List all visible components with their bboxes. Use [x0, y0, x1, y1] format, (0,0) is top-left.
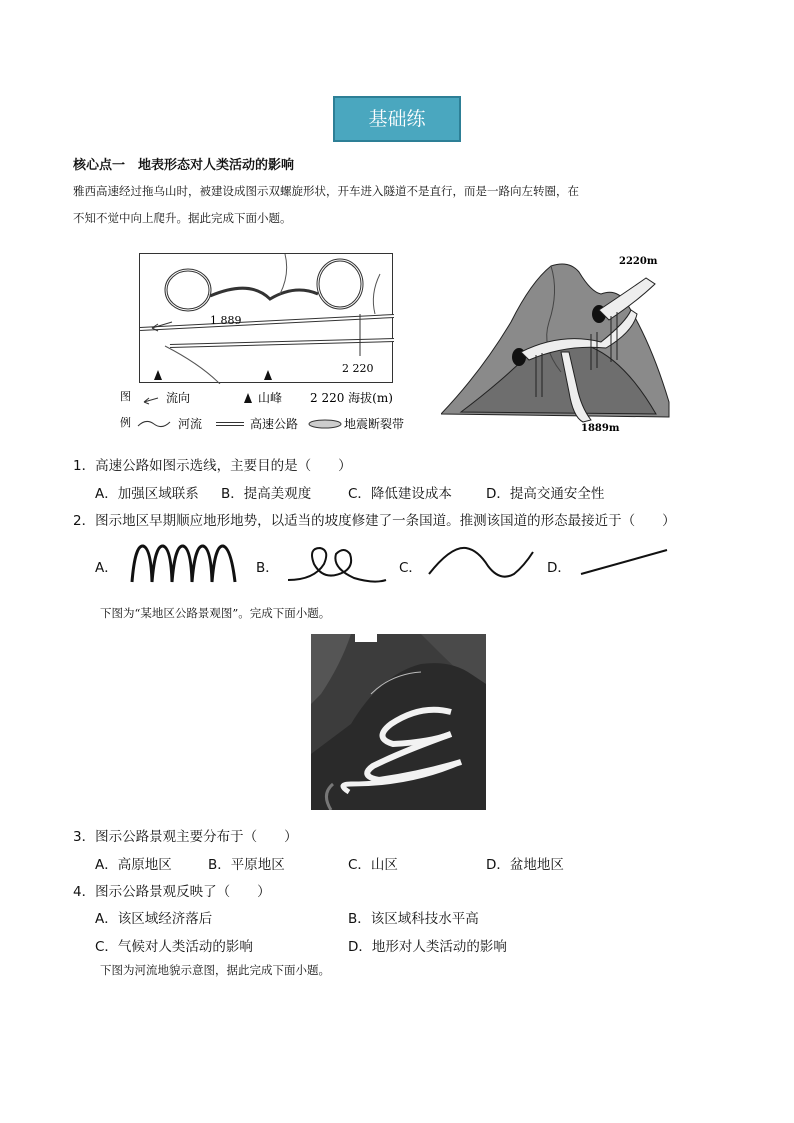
question-3-option-b[interactable]: B．平原地区: [208, 857, 285, 873]
section-heading: 核心点一 地表形态对人类活动的影响: [73, 158, 295, 173]
question-1-option-c[interactable]: C．降低建设成本: [348, 486, 452, 502]
spiral-tunnel-3d-diagram: [441, 252, 671, 432]
question-4-option-b[interactable]: B．该区域科技水平高: [348, 911, 479, 927]
question-3-option-c[interactable]: C．山区: [348, 857, 398, 873]
road-shape-d-image: [578, 546, 670, 578]
peak-icon: [244, 393, 252, 403]
legend-fault: 地震断裂带: [344, 417, 405, 431]
diagram-top-elevation: 2220m: [619, 256, 658, 267]
question-4-stem: 4．图示公路景观反映了（ ）: [73, 884, 271, 900]
figure-note-river-landform: 下图为河流地貌示意图，据此完成下面小题。: [100, 963, 330, 977]
question-3-option-a[interactable]: A．高原地区: [95, 857, 172, 873]
question-4-option-d[interactable]: D．地形对人类活动的影响: [348, 939, 507, 955]
road-shape-b-image: [284, 542, 390, 586]
river-icon: [138, 421, 170, 426]
elevation-label-2220: 2 220: [342, 362, 374, 375]
question-2-option-d[interactable]: D．: [547, 560, 571, 576]
legend-highway: 高速公路: [250, 417, 299, 431]
road-shape-a-image: [127, 540, 242, 588]
section-title-badge: 基础练: [333, 96, 461, 142]
question-3-option-d[interactable]: D．盆地地区: [486, 857, 564, 873]
map-legend: [118, 386, 418, 432]
intro-text-line1: 雅西高速经过拖乌山时，被建设成图示双螺旋形状，开车进入隧道不是直行，而是一路向左转圈，在: [73, 184, 579, 198]
question-4-option-c[interactable]: C．气候对人类活动的影响: [95, 939, 253, 955]
question-1-stem: 1．高速公路如图示选线，主要目的是（ ）: [73, 458, 352, 474]
question-3-stem: 3．图示公路景观主要分布于（ ）: [73, 829, 298, 845]
legend-peak: 山峰: [258, 391, 283, 405]
legend-river: 河流: [178, 417, 203, 431]
fault-zone-icon: [309, 420, 341, 428]
question-4-option-a[interactable]: A．该区域经济落后: [95, 911, 213, 927]
highway-route-map: [139, 253, 393, 383]
question-1-option-b[interactable]: B．提高美观度: [221, 486, 312, 502]
legend-label-tu: 图: [120, 390, 131, 403]
question-1-option-a[interactable]: A．加强区域联系: [95, 486, 199, 502]
question-2-option-c[interactable]: C．: [399, 560, 422, 576]
figure-note-road-landscape: 下图为“某地区公路景观图”。完成下面小题。: [100, 606, 331, 620]
question-1-option-d[interactable]: D．提高交通安全性: [486, 486, 605, 502]
question-2-option-b[interactable]: B．: [256, 560, 279, 576]
road-shape-c-image: [426, 544, 536, 580]
question-2-stem: 2．图示地区早期顺应地形地势，以适当的坡度修建了一条国道。推测该国道的形态最接近于（ ）: [73, 513, 676, 529]
legend-flow: 流向: [166, 391, 191, 405]
road-landscape-photo: [311, 634, 486, 810]
legend-elevation: 2 220 海拔(m): [310, 391, 393, 405]
legend-label-li: 例: [120, 416, 131, 429]
question-2-option-a[interactable]: A．: [95, 560, 118, 576]
highway-map-svg: [140, 254, 394, 384]
flow-arrow-icon: [144, 398, 158, 404]
intro-text-line2: 不知不觉中向上爬升。据此完成下面小题。: [73, 211, 292, 225]
elevation-label-1889: 1 889: [210, 314, 242, 327]
diagram-bottom-elevation: 1889m: [581, 423, 620, 432]
